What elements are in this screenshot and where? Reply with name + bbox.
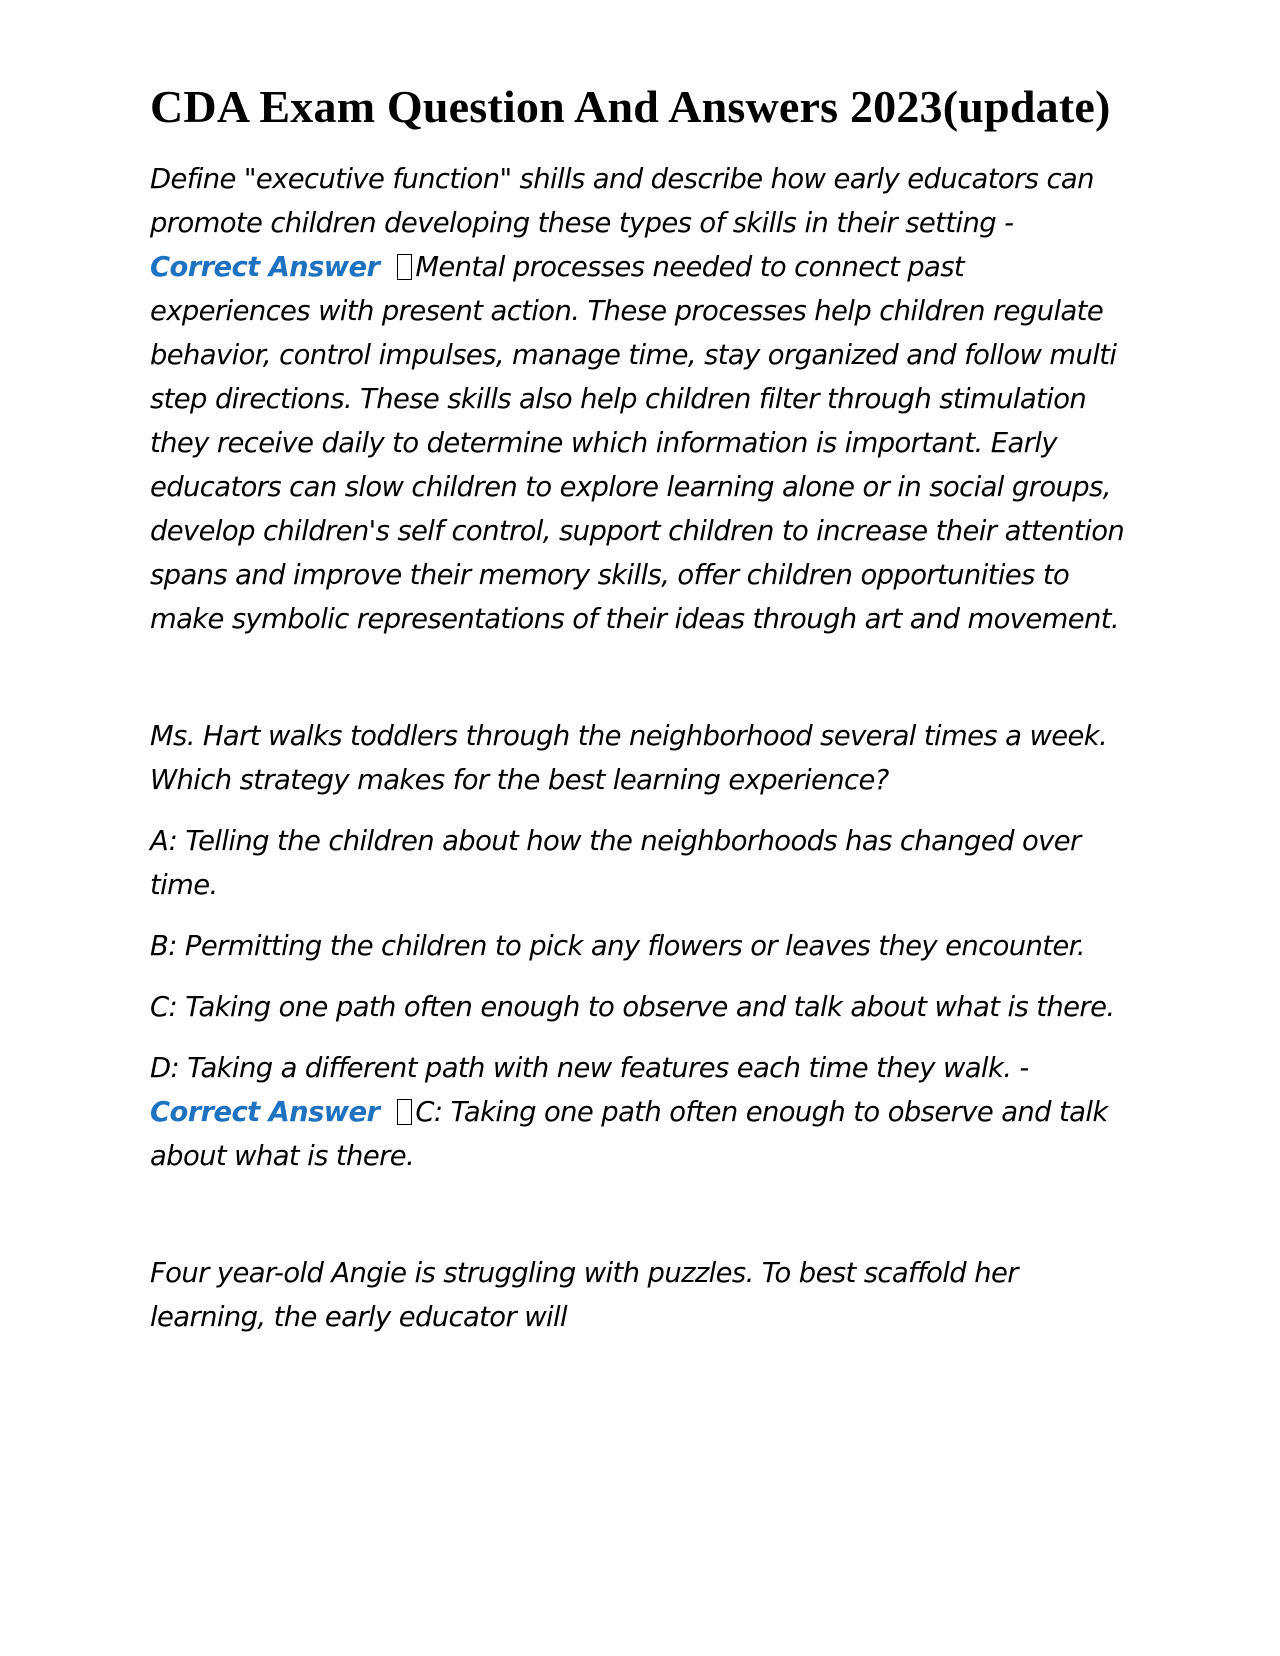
question-2-option-d-block — [150, 1047, 1130, 1179]
document-title: CDA Exam Question And Answers 2023(update) — [150, 81, 1111, 132]
question-2-option-b: B: Permitting the children to pick any flowers or leaves they encounter. — [150, 931, 1085, 962]
question-2-option-d: D: Taking a different path with new features each time they walk. - — [150, 1053, 1029, 1084]
question-1-block — [150, 158, 1130, 642]
question-2-answer: C: Taking one path often enough to observe and talk about what is there. — [150, 1097, 1108, 1172]
question-separator — [150, 1196, 1130, 1252]
question-2-text: Ms. Hart walks toddlers through the neighborhood several times a week. Which strategy makes for the best learning experience? — [150, 721, 1108, 796]
question-1-answer: Mental processes needed to connect past experiences with present action. These processes help children regulate behavior, control impulses, manage time, stay organized and follow multi step directions. These skills also help children filter through stimulation they receive daily to determine which information is important. Early educators can slow children to explore learning alone or in social groups, develop children's self control, support children to increase their attention spans and improve their memory skills, offer children opportunities to make symbolic representations of their ideas through art and movement. — [150, 252, 1125, 635]
document-page — [150, 78, 1130, 1357]
missing-glyph-icon — [397, 254, 412, 280]
missing-glyph-icon — [397, 1099, 412, 1125]
question-1-answer-label: Correct Answer — [150, 252, 380, 283]
question-2-answer-label: Correct Answer — [150, 1097, 380, 1128]
question-2-option-c: C: Taking one path often enough to observe and talk about what is there. — [150, 992, 1115, 1023]
question-1-text: Define "executive function" shills and describe how early educators can promote children developing these types of skills in their setting - — [150, 164, 1094, 239]
question-3-text: Four year-old Angie is struggling with puzzles. To best scaffold her learning, the early educator will — [150, 1258, 1018, 1333]
question-separator — [150, 659, 1130, 715]
question-2-option-a: A: Telling the children about how the neighborhoods has changed over time. — [150, 826, 1081, 901]
